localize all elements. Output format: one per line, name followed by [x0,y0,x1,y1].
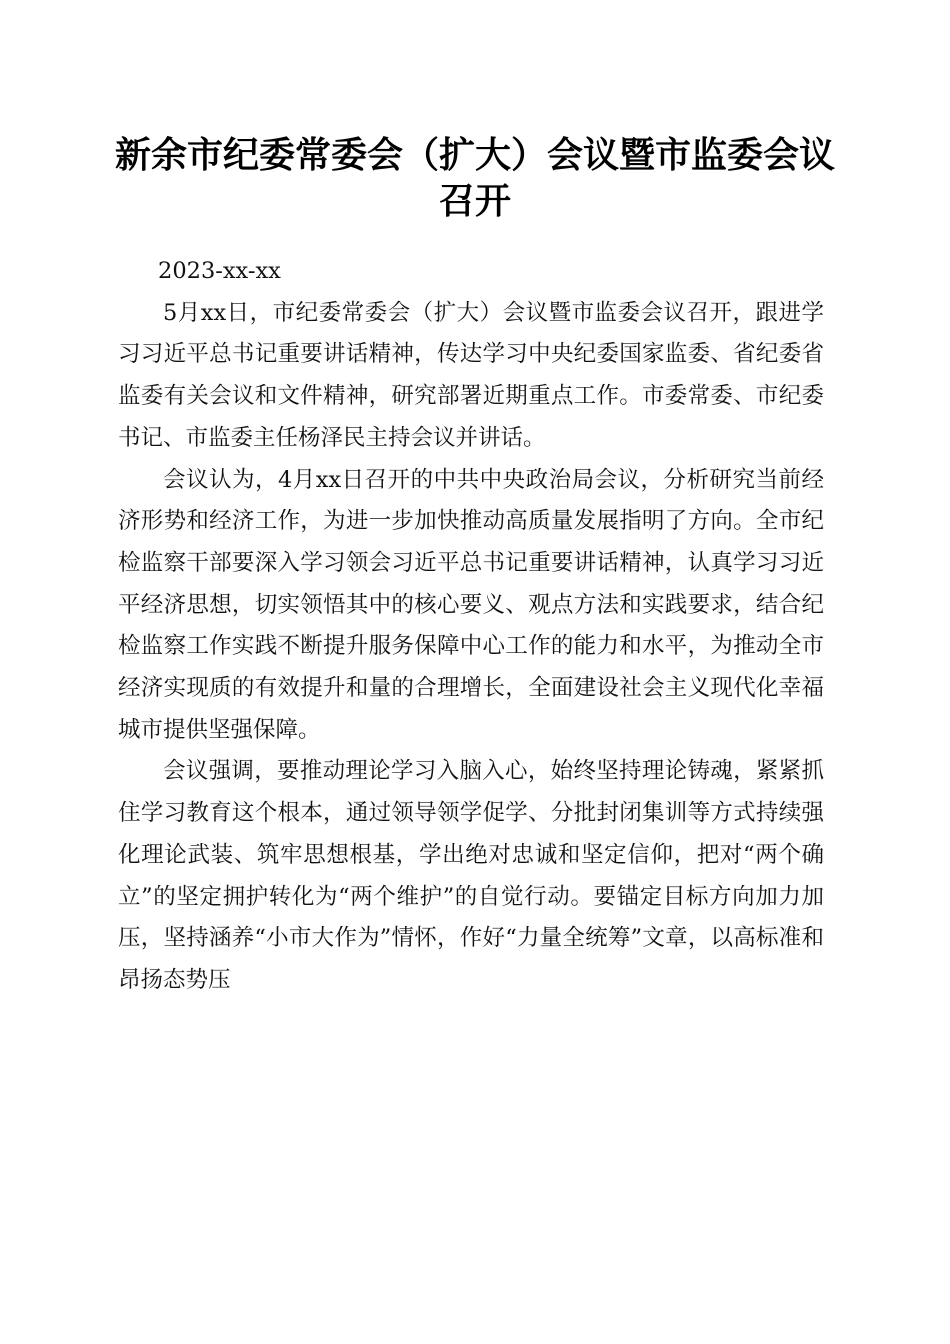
document-body [118,251,824,1002]
paragraph-2: 会议认为，4月xx日召开的中共中央政治局会议，分析研究当前经济形势和经济工作，为进一步加快推动高质量发展指明了方向。全市纪检监察干部要深入学习领会习近平总书记重要讲话精神，认真学习习近平经济思想，切实领悟其中的核心要义、观点方法和实践要求，结合纪检监察工作实践不断提升服务保障中心工作的能力和水平，为推动全市经济实现质的有效提升和量的合理增长，全面建设社会主义现代化幸福城市提供坚强保障。 [118,466,824,743]
title-line-2: 召开 [438,180,511,222]
title-line-1: 新余市纪委常委会（扩大）会议暨市监委会议 [114,134,835,176]
document-title [100,132,850,224]
paragraph-3: 会议强调，要推动理论学习入脑入心，始终坚持理论铸魂，紧紧抓住学习教育这个根本，通过领导领学促学、分批封闭集训等方式持续强化理论武装、筑牢思想根基，学出绝对忠诚和坚定信仰，把对“两个确立”的坚定拥护转化为“两个维护”的自觉行动。要锚定目标方向加力加压，坚持涵养“小市大作为”情怀，作好“力量全统筹”文章，以高标准和昂扬态势压 [118,758,824,993]
document-date: 2023-xx-xx [158,258,281,284]
paragraph-1: 5月xx日，市纪委常委会（扩大）会议暨市监委会议召开，跟进学习习近平总书记重要讲话精神，传达学习中央纪委国家监委、省纪委省监委有关会议和文件精神，研究部署近期重点工作。市委常委、市纪委书记、市监委主任杨泽民主持会议并讲话。 [118,299,824,451]
